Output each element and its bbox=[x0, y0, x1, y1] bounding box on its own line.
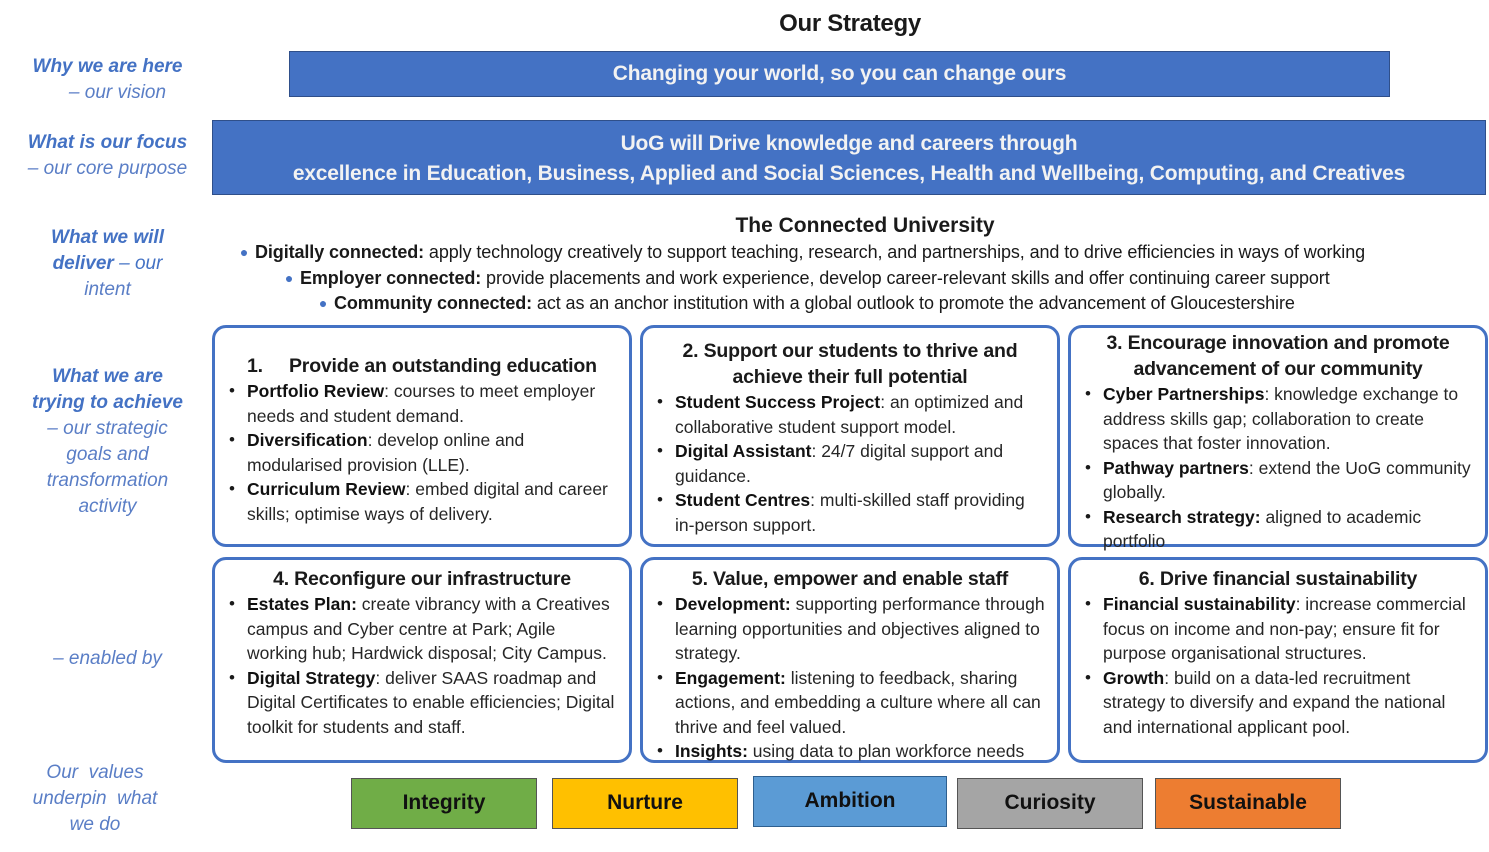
value-sustainable: Sustainable bbox=[1155, 778, 1341, 829]
goal-item: • Curriculum Review: embed digital and career skills; optimise ways of delivery. bbox=[227, 477, 617, 526]
label-goals-sub1: – our strategic bbox=[47, 418, 168, 439]
goal-title: 3. Encourage innovation and promote advancement of our community bbox=[1106, 332, 1450, 380]
purpose-line1: UoG will Drive knowledge and careers through bbox=[620, 132, 1078, 155]
label-intent-line1: What we will bbox=[51, 227, 164, 248]
label-intent bbox=[10, 225, 205, 303]
goal-item: • Pathway partners: extend the UoG community globally. bbox=[1083, 456, 1473, 505]
bullet-icon: ● bbox=[239, 244, 249, 260]
connected-heading: The Connected University bbox=[735, 214, 995, 237]
goal-title: 5. Value, empower and enable staff bbox=[691, 568, 1009, 590]
goal-card-staff bbox=[640, 557, 1060, 763]
purpose-bar bbox=[212, 120, 1486, 195]
label-intent-line2-rest: – our bbox=[113, 253, 163, 274]
goal-item: • Financial sustainability: increase commercial focus on income and non-pay; ensure fit for purpose organisational structures. bbox=[1083, 592, 1473, 666]
goal-card-financial bbox=[1068, 557, 1488, 763]
goal-item: • Estates Plan: create vibrancy with a Creatives campus and Cyber centre at Park; Agile working hub; Hardwick disposal; City Campus. bbox=[227, 592, 617, 666]
label-vision-heading: Why we are here bbox=[32, 56, 183, 77]
goal-card-students bbox=[640, 325, 1060, 547]
bullet-icon: ● bbox=[318, 295, 328, 311]
value-integrity: Integrity bbox=[351, 778, 537, 829]
label-intent-line3: intent bbox=[84, 279, 131, 300]
label-goals-bold2: trying to achieve bbox=[32, 392, 183, 413]
goal-item: • Engagement: listening to feedback, sharing actions, and embedding a culture where all can thrive and feel valued. bbox=[655, 666, 1045, 740]
value-nurture: Nurture bbox=[552, 778, 738, 829]
connected-item-community: ● Community connected: act as an anchor institution with a global outlook to promote the advancement of Gloucestershire bbox=[215, 291, 1485, 317]
goal-item: • Student Success Project: an optimized and collaborative student support model. bbox=[655, 390, 1045, 439]
goal-title: 6. Drive financial sustainability bbox=[1138, 568, 1418, 590]
label-vision-sub: – our vision bbox=[68, 82, 167, 103]
goal-item: • Growth: build on a data-led recruitment strategy to diversify and expand the national and international applicant pool. bbox=[1083, 666, 1473, 740]
goal-title: 2. Support our students to thrive and achieve their full potential bbox=[682, 340, 1018, 388]
goal-card-innovation bbox=[1068, 325, 1488, 551]
goal-item: • Digital Strategy: deliver SAAS roadmap and Digital Certificates to enable efficiencies; Digital toolkit for students and staff. bbox=[227, 666, 617, 740]
connected-item-digital: ● Digitally connected: apply technology creatively to support teaching, research, and partnerships, and to drive efficiencies in ways of working bbox=[215, 240, 1485, 266]
label-vision bbox=[10, 54, 205, 106]
purpose-line2: excellence in Education, Business, Applied and Social Sciences, Health and Wellbeing, Computing, and Creatives bbox=[292, 162, 1406, 185]
label-goals-sub4: activity bbox=[78, 496, 137, 517]
bullet-icon: ● bbox=[284, 269, 294, 286]
label-values-line2: underpin what bbox=[32, 788, 158, 809]
label-goals-bold1: What we are bbox=[52, 366, 163, 387]
goal-item: • Student Centres: multi-skilled staff providing in-person support. bbox=[655, 488, 1045, 537]
label-values-line1: Our values bbox=[46, 762, 144, 783]
value-ambition: Ambition bbox=[753, 776, 947, 827]
label-intent-line2-bold: deliver bbox=[52, 253, 114, 274]
page-title: Our Strategy bbox=[779, 10, 921, 37]
label-goals-sub2: goals and bbox=[66, 444, 149, 465]
goal-card-education bbox=[212, 325, 632, 547]
connected-item-employer: ● Employer connected: provide placements and work experience, develop career-relevant skills and offer continuing career support bbox=[215, 266, 1485, 292]
label-purpose bbox=[10, 130, 205, 182]
label-enabled-by bbox=[10, 646, 205, 672]
value-curiosity: Curiosity bbox=[957, 778, 1143, 829]
vision-bar: Changing your world, so you can change ours bbox=[289, 51, 1390, 97]
goal-item: • Insights: using data to plan workforce needs bbox=[655, 739, 1045, 764]
label-goals bbox=[10, 364, 205, 520]
goal-item: • Research strategy: aligned to academic portfolio bbox=[1083, 505, 1473, 554]
label-values-line3: we do bbox=[69, 814, 121, 835]
goal-item: • Portfolio Review: courses to meet employer needs and student demand. bbox=[227, 379, 617, 428]
label-purpose-heading: What is our focus bbox=[27, 132, 188, 153]
label-values bbox=[0, 760, 190, 838]
goal-card-infrastructure bbox=[212, 557, 632, 763]
label-purpose-sub: – our core purpose bbox=[27, 158, 188, 179]
goal-title: 4. Reconfigure our infrastructure bbox=[273, 568, 571, 590]
goal-item: • Cyber Partnerships: knowledge exchange to address skills gap; collaboration to create spaces that foster innovation. bbox=[1083, 382, 1473, 456]
goal-item: • Digital Assistant: 24/7 digital support and guidance. bbox=[655, 439, 1045, 488]
connected-university bbox=[215, 212, 1485, 317]
goal-title: 1. Provide an outstanding education bbox=[247, 355, 597, 377]
label-enabled-by-text: – enabled by bbox=[53, 648, 162, 669]
label-goals-sub3: transformation bbox=[46, 470, 169, 491]
goal-item: • Diversification: develop online and modularised provision (LLE). bbox=[227, 428, 617, 477]
goal-item: • Development: supporting performance through learning opportunities and objectives aligned to strategy. bbox=[655, 592, 1045, 666]
